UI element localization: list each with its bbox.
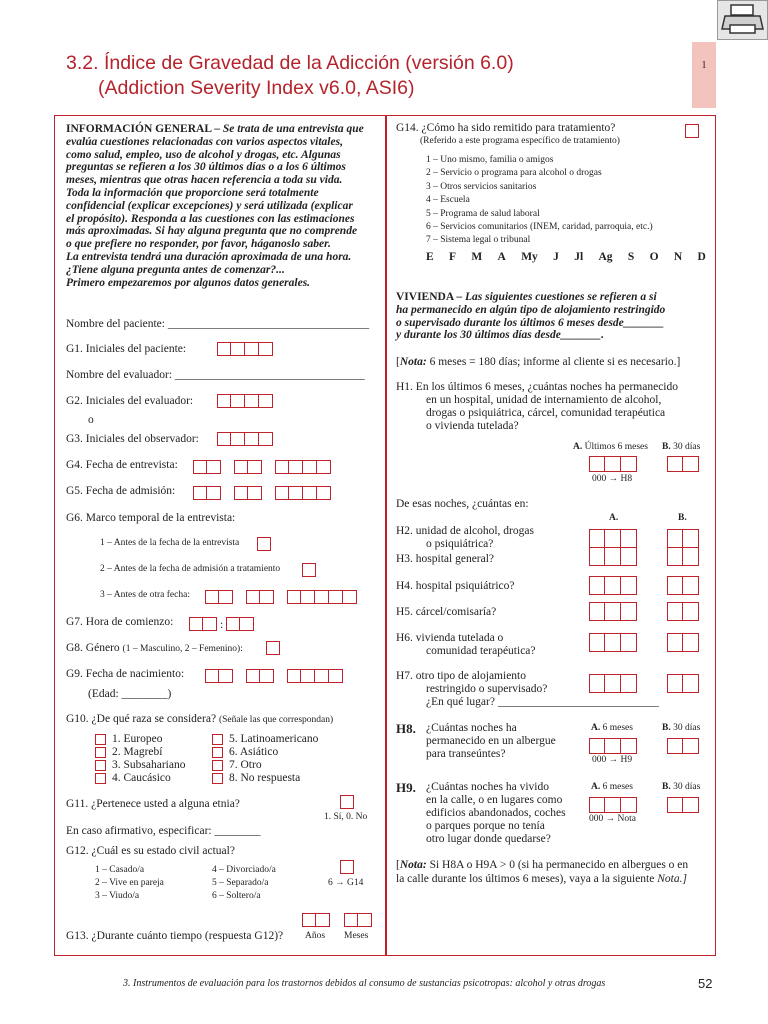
- g7-time-boxes[interactable]: [189, 615, 254, 633]
- nota-1: [Nota: 6 meses = 180 días; informe al cliente si es necesario.]: [396, 356, 681, 368]
- h1-skip: 000 → H8: [592, 474, 633, 484]
- h7-label: H7. otro tipo de alojamiento restringido o supervisado? ¿En qué lugar? ____________________________: [396, 670, 659, 708]
- g9-date-boxes[interactable]: [205, 667, 343, 685]
- h1-question: H1. En los últimos 6 meses, ¿cuántas noches ha permanecido en un hospital, unidad de internamiento de alcohol, drogas o psiquiátrica, cárcel, comunidad terapéutica o vivienda tutelada?: [396, 381, 678, 432]
- h6-a-boxes[interactable]: [589, 633, 637, 652]
- g6-option-1: 1 – Antes de la fecha de la entrevista: [100, 538, 240, 548]
- g12-skip: 6 → G14: [328, 878, 364, 888]
- g2-label: G2. Iniciales del evaluador:: [66, 395, 194, 407]
- g5-date-boxes[interactable]: [193, 484, 331, 502]
- h9-code: H9.: [396, 780, 416, 795]
- g8-box[interactable]: [266, 641, 280, 655]
- g6-option-2: 2 – Antes de la fecha de admisión a tratamiento: [100, 564, 281, 574]
- g3-label: G3. Iniciales del observador:: [66, 433, 199, 445]
- page-number: 52: [698, 976, 713, 991]
- g6-box-2[interactable]: [302, 563, 316, 577]
- g14-box[interactable]: [685, 124, 699, 138]
- h5-b-boxes[interactable]: [667, 602, 699, 621]
- h7-a-boxes[interactable]: [589, 674, 637, 693]
- h1-col-b-header: B. 30 días: [662, 442, 701, 452]
- h9-b-boxes[interactable]: [667, 796, 699, 814]
- patient-name-field[interactable]: Nombre del paciente: ___________________________________: [66, 318, 370, 330]
- g12-options-right: 4 – Divorciado/a 5 – Separado/a 6 – Soltero/a: [212, 865, 276, 901]
- g12-options-left: 1 – Casado/a 2 – Vive en pareja 3 – Viudo/a: [95, 865, 164, 901]
- h8-a-boxes[interactable]: [589, 737, 637, 755]
- h8-label: ¿Cuántas noches ha permanecido en un albergue para transeúntes?: [426, 722, 556, 760]
- g6-option-3: 3 – Antes de otra fecha:: [100, 590, 190, 600]
- h4-label: H4. hospital psiquiátrico?: [396, 580, 515, 592]
- g14-note: (Referido a este programa específico de tratamiento): [420, 136, 620, 146]
- h2-h3-a-boxes[interactable]: [589, 529, 637, 566]
- section-tab-number: 1: [701, 60, 707, 71]
- g4-label: G4. Fecha de entrevista:: [66, 459, 178, 471]
- g6-other-date-boxes[interactable]: [205, 588, 357, 606]
- h7-b-boxes[interactable]: [667, 674, 699, 693]
- g13-years-boxes[interactable]: [302, 911, 330, 929]
- printer-icon: [718, 1, 767, 39]
- h8-col-b-header: B. 30 días: [662, 723, 701, 733]
- h5-a-boxes[interactable]: [589, 602, 637, 621]
- h4-a-boxes[interactable]: [589, 576, 637, 595]
- g9-label: G9. Fecha de nacimiento:: [66, 668, 185, 680]
- col-a-header: A.: [609, 513, 619, 523]
- g13-label: G13. ¿Durante cuánto tiempo (respuesta G12)?: [66, 930, 284, 942]
- vivienda-intro: VIVIENDA – Las siguientes cuestiones se refieren a si ha permanecido en algún tipo de alojamiento restringido o supervisado durante los últimos 6 meses desde_______ y durante los 30 últimos días desde_______.: [396, 291, 666, 342]
- h6-b-boxes[interactable]: [667, 633, 699, 652]
- col-b-header: B.: [678, 513, 687, 523]
- page-subtitle: (Addiction Severity Index v6.0, ASI6): [98, 77, 415, 99]
- h1-col-a-header: A. Últimos 6 meses: [573, 442, 648, 452]
- g11-options: 1. Sí, 0. No: [324, 812, 368, 822]
- g12-label: G12. ¿Cuál es su estado civil actual?: [66, 845, 235, 857]
- nota-2: [Nota: Si H8A o H9A > 0 (si ha permanecido en albergues o en la calle durante los últimos 6 meses), vaya a la siguiente Nota.]: [396, 859, 689, 885]
- g12-box[interactable]: [340, 860, 354, 874]
- g9-age-field[interactable]: (Edad: ________): [88, 688, 172, 700]
- g4-date-boxes[interactable]: [193, 458, 331, 476]
- h9-label: ¿Cuántas noches ha vivido en la calle, o en lugares como edificios abandonados, coches o parques porque no tenía otro lugar donde quedarse?: [426, 781, 566, 845]
- h9-skip: 000 → Nota: [589, 814, 636, 824]
- g2-boxes[interactable]: [217, 394, 273, 408]
- h8-col-a-header: A. 6 meses: [591, 723, 633, 733]
- h5-label: H5. cárcel/comisaría?: [396, 606, 497, 618]
- g11-specify-field[interactable]: En caso afirmativo, especificar: ________: [66, 825, 261, 837]
- g8-label: G8. Género (1 – Masculino, 2 – Femenino):: [66, 642, 243, 654]
- g13-months-boxes[interactable]: [344, 911, 372, 929]
- g5-label: G5. Fecha de admisión:: [66, 485, 176, 497]
- g1-label: G1. Iniciales del paciente:: [66, 343, 187, 355]
- h9-a-boxes[interactable]: [589, 796, 637, 814]
- g3-boxes[interactable]: [217, 432, 273, 446]
- h1-b-boxes[interactable]: [667, 455, 699, 473]
- g13-months-label: Meses: [344, 931, 369, 941]
- g10-label: G10. ¿De qué raza se considera? (Señale las que correspondan): [66, 713, 334, 725]
- h9-col-a-header: A. 6 meses: [591, 782, 633, 792]
- g7-label: G7. Hora de comienzo:: [66, 616, 174, 628]
- page-title: 3.2. Índice de Gravedad de la Adicción (versión 6.0): [66, 52, 514, 74]
- footer-caption: 3. Instrumentos de evaluación para los trastornos debidos al consumo de sustancias psicotropas: alcohol y otras drogas: [123, 978, 606, 989]
- h4-b-boxes[interactable]: [667, 576, 699, 595]
- h8-b-boxes[interactable]: [667, 737, 699, 755]
- g10-options-right[interactable]: 5. Latinoamericano 6. Asiático 7. Otro 8. No respuesta: [212, 733, 318, 785]
- h3-label: H3. hospital general?: [396, 553, 495, 565]
- g14-options: 1 – Uno mismo, familia o amigos 2 – Servicio o programa para alcohol o drogas 3 – Otros servicios sanitarios 4 – Escuela 5 – Programa de salud laboral 6 – Servicios comunitarios (INEM, caridad, parroquia, etc.) 7 – Sistema legal o tribunal: [426, 155, 653, 246]
- g11-box[interactable]: [340, 795, 354, 809]
- h9-col-b-header: B. 30 días: [662, 782, 701, 792]
- g13-years-label: Años: [305, 931, 326, 941]
- print-button[interactable]: [717, 0, 768, 40]
- g14-label: G14. ¿Cómo ha sido remitido para tratamiento?: [396, 122, 616, 134]
- g11-label: G11. ¿Pertenece usted a alguna etnia?: [66, 798, 240, 810]
- column-divider: [385, 115, 387, 956]
- g6-label: G6. Marco temporal de la entrevista:: [66, 512, 236, 524]
- section-tab: [692, 42, 716, 108]
- h1-a-boxes[interactable]: [589, 455, 637, 473]
- g10-options-left[interactable]: 1. Europeo 2. Magrebí 3. Subsahariano 4. Caucásico: [95, 733, 185, 785]
- h8-skip: 000 → H9: [592, 755, 633, 765]
- h2-label: H2. unidad de alcohol, drogas o psiquiátrica?: [396, 525, 534, 550]
- g6-box[interactable]: [257, 537, 271, 551]
- evaluator-name-field[interactable]: Nombre del evaluador: _________________________________: [66, 369, 365, 381]
- h2-h3-b-boxes[interactable]: [667, 529, 699, 566]
- g1-boxes[interactable]: [217, 342, 273, 356]
- g2-or: o: [88, 414, 94, 426]
- g7-colon: :: [220, 619, 224, 631]
- month-row: E F M A My J Jl Ag S O N D: [426, 251, 706, 263]
- h6-label: H6. vivienda tutelada o comunidad terapéutica?: [396, 632, 536, 657]
- intro-lead: INFORMACIÓN GENERAL –: [66, 123, 220, 135]
- h8-code: H8.: [396, 721, 416, 736]
- general-info-intro: INFORMACIÓN GENERAL – Se trata de una entrevista que evalúa cuestiones relacionadas con varios aspectos vitales, como salud, empleo, uso de alcohol y drogas, etc. Algunas preguntas se refieren a los 30 últimos días o a los 6 últimos meses, mientras que otras hacen referencia a toda su vida. Toda la información que proporcione será totalmente confidencial (explicar excepciones) y será utilizada (explicar el propósito). Responda a las cuestiones con las estimaciones más aproximadas. Si hay alguna pregunta que no comprende o que prefiere no responder, por favor, háganoslo saber. La entrevista tendrá una duración aproximada de una hora. ¿Tiene alguna pregunta antes de comenzar?... Primero empezaremos por algunos datos generales.: [66, 123, 364, 289]
- of-these-nights: De esas noches, ¿cuántas en:: [396, 498, 529, 510]
